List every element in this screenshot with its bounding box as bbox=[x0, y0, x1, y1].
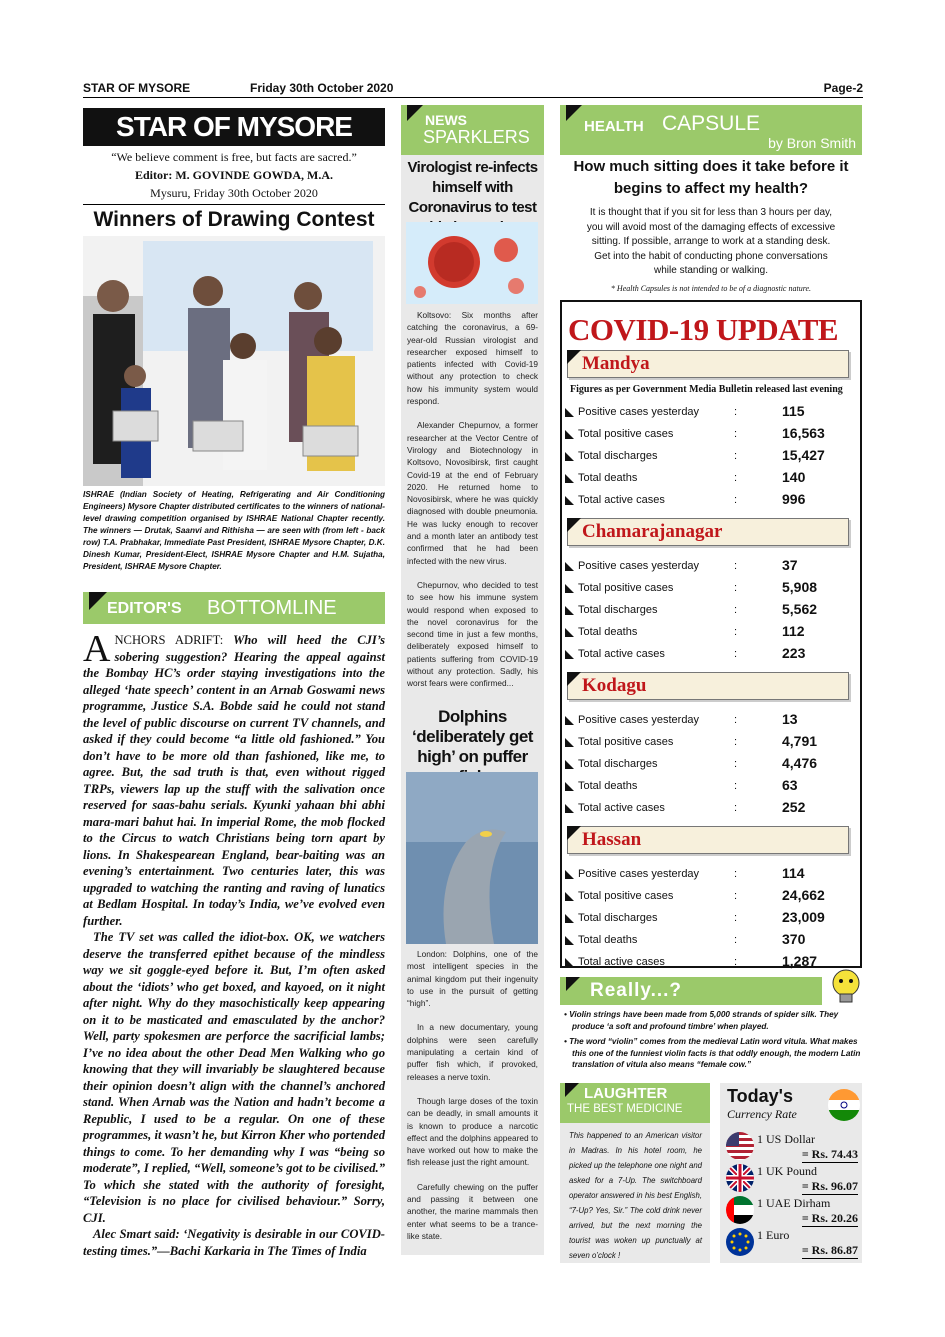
drawing-contest-image bbox=[83, 236, 385, 486]
district-corner bbox=[567, 826, 581, 840]
covid-stat-row bbox=[562, 754, 852, 776]
stat-label: Total active cases bbox=[578, 648, 665, 660]
editors-dropcap: A bbox=[83, 628, 111, 670]
stat-label: Total discharges bbox=[578, 450, 658, 462]
laughter-banner bbox=[560, 1083, 710, 1123]
bullet-triangle-icon bbox=[565, 892, 574, 901]
really-label: Really...? bbox=[590, 980, 683, 1001]
district-name: Chamarajanagar bbox=[582, 521, 723, 542]
stat-value: 63 bbox=[782, 777, 798, 793]
banner-corner bbox=[566, 977, 580, 991]
stat-value: 112 bbox=[782, 623, 805, 639]
currency-rate-row bbox=[722, 1194, 862, 1226]
story2-p3: Though large doses of the toxin can be deadly, in small amounts it is known to produce a narcotic effect and the dolphins appeared to have worked out how to make the fish release just the right amount. bbox=[407, 1095, 538, 1168]
banner-corner bbox=[565, 1083, 579, 1097]
story2-body bbox=[407, 948, 538, 1242]
virus-photo bbox=[406, 222, 538, 304]
story1-p2: Alexander Chepurnov, a former researcher at the Vector Centre of Virology and Biotechnology in Koltsovo, Novosibirsk, first caught Covid-19 at the end of February 2020. He returned home to Novosibirsk, where he was quickly diagnosed with double pneumonia. He was lucky enough to recover and a month later an antibody test confirmed that he had been infected with the new virus. bbox=[407, 420, 538, 566]
bullet-triangle-icon bbox=[565, 474, 574, 483]
currency-value: = Rs. 20.26 bbox=[801, 1211, 858, 1225]
editors-label-bold: EDITOR'S bbox=[107, 600, 182, 617]
really-fact1-row: • Violin strings have been made from 5,000 strands of spider silk. They produce ‘a soft and profound timbre’ when played. bbox=[564, 1010, 839, 1031]
dolphin-photo bbox=[406, 772, 538, 944]
stat-colon: : bbox=[734, 582, 738, 594]
stat-value: 24,662 bbox=[782, 887, 825, 903]
really-banner bbox=[560, 977, 822, 1005]
stat-colon: : bbox=[734, 802, 738, 814]
covid-stat-row bbox=[562, 908, 852, 930]
stat-value: 16,563 bbox=[782, 425, 825, 441]
district-corner bbox=[567, 672, 581, 686]
currency-name: 1 Euro bbox=[757, 1228, 790, 1242]
masthead-motto: “We believe comment is free, but facts are sacred.” bbox=[111, 150, 357, 164]
health-answer: It is thought that if you sit for less than 3 hours per day, you will avoid most of the damaging effects of excessive sitting. If possible, arrange to work at a standing desk. Get into the habit of conducting phone conversations while standing or walking. bbox=[586, 207, 836, 276]
district-name: Mandya bbox=[582, 353, 650, 374]
stat-label: Total active cases bbox=[578, 956, 665, 968]
covid-stat-row bbox=[562, 622, 852, 644]
story2-headline: Dolphins ‘deliberately get high’ on puffer bbox=[412, 707, 533, 766]
bullet-triangle-icon bbox=[565, 738, 574, 747]
masthead-dateline: Mysuru, Friday 30th October 2020 bbox=[150, 186, 318, 200]
drawing-contest-photo bbox=[83, 236, 385, 486]
news-label-top: NEWS bbox=[425, 112, 467, 128]
laughter-label-top: LAUGHTER bbox=[584, 1085, 668, 1102]
editors-lead: NCHORS ADRIFT: bbox=[114, 633, 224, 647]
stat-colon: : bbox=[734, 560, 738, 572]
district-corner bbox=[567, 518, 581, 532]
stat-label: Total deaths bbox=[578, 934, 638, 946]
currency-value: = Rs. 96.07 bbox=[801, 1179, 858, 1193]
banner-corner bbox=[407, 105, 423, 121]
stat-value: 370 bbox=[782, 931, 806, 947]
stat-label: Total discharges bbox=[578, 758, 658, 770]
covid-stat-row bbox=[562, 446, 852, 468]
really-fact1: Violin strings have been made from 5,000 strands of spider silk. They produce ‘a soft and profound timbre’ when played. bbox=[569, 1010, 839, 1031]
bullet-triangle-icon bbox=[565, 562, 574, 571]
health-label-light: CAPSULE bbox=[662, 112, 761, 135]
stat-value: 115 bbox=[782, 403, 805, 419]
stat-label: Total deaths bbox=[578, 626, 638, 638]
covid-note: Figures as per Government Media Bulletin released last evening bbox=[570, 384, 843, 395]
covid-stat-row bbox=[562, 490, 852, 512]
currency-subtitle: Currency Rate bbox=[727, 1107, 797, 1121]
stat-value: 114 bbox=[782, 865, 805, 881]
covid-stat-row bbox=[562, 402, 852, 424]
covid-stat-row bbox=[562, 468, 852, 490]
editors-bottomline-body bbox=[83, 628, 385, 1259]
stat-colon: : bbox=[734, 934, 738, 946]
bullet-triangle-icon bbox=[565, 628, 574, 637]
stat-value: 13 bbox=[782, 711, 798, 727]
coronavirus-image bbox=[406, 222, 538, 304]
uae-flag-icon bbox=[726, 1196, 754, 1224]
stat-label: Total active cases bbox=[578, 494, 665, 506]
story1-p3: Chepurnov, who decided to test to see how his immune system would respond when exposed to the novel coronavirus for the second time in just a few months, deliberately exposed himself to patients suffering from COVID-19 without any protection. Sadly, his worst fears were confirmed... bbox=[407, 579, 538, 689]
stat-label: Total discharges bbox=[578, 912, 658, 924]
drawing-contest-caption: ISHRAE (Indian Society of Heating, Refrigerating and Air Conditioning Engineers) Mysore Chapter distributed certificates to the winners of national-level drawing competition organised by ISHRAE National Chapter recently. The winners — Drutak, Saanvi and Rithisha — are seen with (from left - back row) T.A. Prabhakar, Immediate Past President, ISHRAE Mysore Chapter, D.K. Dinesh Kumar, President-Elect, ISHRAE Mysore Chapter and H.M. Sujatha, President, ISHRAE Mysore Chapter. bbox=[83, 490, 385, 571]
us-flag-icon bbox=[726, 1132, 754, 1160]
stat-label: Total positive cases bbox=[578, 428, 674, 440]
really-fact2-row: • The word “violin” comes from the medieval Latin word vitula. What makes this one of the funniest violin facts is that oddly enough, the modern Latin translation of vitula also means “female cow.” bbox=[564, 1037, 861, 1069]
covid-stat-row bbox=[562, 710, 852, 732]
page-header bbox=[83, 78, 863, 98]
drawing-contest-headline: Winners of Drawing Contest bbox=[93, 208, 375, 231]
stat-label: Positive cases yesterday bbox=[578, 406, 700, 418]
covid-stat-row bbox=[562, 644, 852, 666]
bullet-triangle-icon bbox=[565, 958, 574, 967]
editors-bottomline-banner bbox=[83, 592, 385, 624]
header-paper-name: STAR OF MYSORE bbox=[83, 81, 191, 95]
masthead-title: STAR OF MYSORE bbox=[83, 108, 385, 146]
banner-corner bbox=[89, 592, 107, 610]
district-header-kodagu bbox=[567, 672, 849, 700]
bullet-triangle-icon bbox=[565, 870, 574, 879]
eu-flag-icon bbox=[726, 1228, 754, 1256]
really-fact2: The word “violin” comes from the medieval Latin word vitula. What makes this one of the funniest violin facts is that oddly enough, the modern Latin translation of vitula also means “female cow.” bbox=[569, 1037, 861, 1069]
covid-stat-row bbox=[562, 600, 852, 622]
stat-value: 223 bbox=[782, 645, 806, 661]
currency-rates bbox=[722, 1130, 862, 1260]
laughter-joke: This happened to an American visitor in Madras. In his hotel room, he picked up the telephone one night and asked for a 7-Up. The switchboard operator answered in his best English, “7-Up? Yes, Sir.” The cold drink never arrived, but the next morning the tourist was woken up punctually at seven o’clock ! bbox=[569, 1131, 702, 1260]
stat-colon: : bbox=[734, 868, 738, 880]
bullet-triangle-icon bbox=[565, 782, 574, 791]
health-capsule-banner bbox=[560, 105, 862, 155]
editors-para1: Who will heed the CJI’s sobering suggestion? Hearing the appeal against the Bombay HC’s order staying investigations into the alleged ‘hate speech’ content in an Arnab Goswami news programme, Justice S.A. Bobde said he could not stand the level of public discourse on current TV channels, and asked if they could become “a little old fashioned.” You don’t have to be more old than fashioned, like me, to agree. But, the sad truth is that, even without rigged TRPs, viewers lap up the stuff with the salivation once reserved for saas-bahu serials. Kyunki yahaan bhi abhi mara-mari bahut hai. In imperial Rome, the mob flocked to the Circus to watch Christians being torn apart by lions. In Shakespearean England, bear-baiting was an evening’s entertainment. Two centuries later, this was upgraded to watching the ranting and raving of lunatics at Bedlam Hospital. In today’s India, we’ve evolved even further. bbox=[83, 633, 385, 928]
really-facts bbox=[562, 1009, 862, 1071]
story1-p1: Koltsovo: Six months after catching the coronavirus, a 69-year-old Russian virologist and researcher exposed himself to patients infected with Covid-19 without any protection to check how his immunity system would respond. bbox=[407, 310, 538, 407]
bullet-triangle-icon bbox=[565, 496, 574, 505]
lightbulb-icon bbox=[826, 966, 866, 1006]
bullet-triangle-icon bbox=[565, 760, 574, 769]
masthead-editor: Editor: M. GOVINDE GOWDA, M.A. bbox=[135, 168, 333, 182]
stat-colon: : bbox=[734, 912, 738, 924]
stat-colon: : bbox=[734, 626, 738, 638]
currency-rate-row bbox=[722, 1226, 862, 1258]
story2-p4: Carefully chewing on the puffer and passing it between one another, the marine mammals then enter what seems to be a trance-like state. bbox=[407, 1181, 538, 1241]
covid-stat-row bbox=[562, 732, 852, 754]
covid-stat-row bbox=[562, 776, 852, 798]
stat-label: Total discharges bbox=[578, 604, 658, 616]
health-label-bold: HEALTH bbox=[584, 118, 644, 135]
bullet-triangle-icon bbox=[565, 430, 574, 439]
news-sparklers-banner bbox=[401, 105, 544, 155]
covid-stat-row bbox=[562, 556, 852, 578]
health-byline: by Bron Smith bbox=[768, 135, 856, 151]
stat-value: 4,791 bbox=[782, 733, 818, 749]
header-page-number: Page-2 bbox=[823, 81, 863, 95]
stat-label: Total positive cases bbox=[578, 890, 674, 902]
district-corner bbox=[567, 350, 581, 364]
covid-stat-row bbox=[562, 952, 852, 974]
bullet-triangle-icon bbox=[565, 452, 574, 461]
district-name: Hassan bbox=[582, 829, 642, 850]
covid-title: COVID-19 UPDATE bbox=[568, 312, 839, 347]
india-flag-icon bbox=[828, 1089, 860, 1121]
covid-stat-row bbox=[562, 798, 852, 820]
currency-rate-row bbox=[722, 1130, 862, 1162]
stat-value: 37 bbox=[782, 557, 798, 573]
stat-label: Total deaths bbox=[578, 780, 638, 792]
stat-value: 5,908 bbox=[782, 579, 818, 595]
stat-value: 23,009 bbox=[782, 909, 825, 925]
bullet-triangle-icon bbox=[565, 584, 574, 593]
stat-colon: : bbox=[734, 450, 738, 462]
stat-value: 4,476 bbox=[782, 755, 818, 771]
story1-headline: Virologist re-infects himself with Coronavirus to test bbox=[407, 159, 538, 216]
stat-colon: : bbox=[734, 714, 738, 726]
story2-p1: London: Dolphins, one of the most intelligent species in the animal kingdom put their ingenuity to use in the pursuit of getting “high”. bbox=[407, 949, 538, 1009]
editors-para3: Alec Smart said: ‘Negativity is desirable in our COVID-testing times.”—Bachi Karkaria in The Times of India bbox=[83, 1227, 385, 1258]
health-disclaimer: * Health Capsules is not intended to be of a diagnostic nature. bbox=[610, 284, 812, 293]
stat-label: Total positive cases bbox=[578, 582, 674, 594]
stat-colon: : bbox=[734, 604, 738, 616]
covid-stat-row bbox=[562, 930, 852, 952]
currency-name: 1 UK Pound bbox=[757, 1164, 818, 1178]
stat-value: 996 bbox=[782, 491, 806, 507]
stat-value: 252 bbox=[782, 799, 806, 815]
covid-stat-row bbox=[562, 578, 852, 600]
bullet-triangle-icon bbox=[565, 716, 574, 725]
currency-name: 1 UAE Dirham bbox=[757, 1196, 831, 1210]
district-header-hassan bbox=[567, 826, 849, 854]
stat-value: 1,287 bbox=[782, 953, 818, 969]
stat-label: Total positive cases bbox=[578, 736, 674, 748]
bullet-triangle-icon bbox=[565, 650, 574, 659]
bullet-triangle-icon bbox=[565, 408, 574, 417]
bullet-triangle-icon bbox=[565, 606, 574, 615]
covid-stat-row bbox=[562, 864, 852, 886]
stat-label: Positive cases yesterday bbox=[578, 868, 700, 880]
covid-stat-row bbox=[562, 886, 852, 908]
stat-label: Positive cases yesterday bbox=[578, 560, 700, 572]
stat-value: 5,562 bbox=[782, 601, 818, 617]
currency-rate-row bbox=[722, 1162, 862, 1194]
currency-value: = Rs. 74.43 bbox=[801, 1147, 858, 1161]
uk-flag-icon bbox=[726, 1164, 754, 1192]
stat-label: Total deaths bbox=[578, 472, 638, 484]
dolphin-image bbox=[406, 772, 538, 944]
stat-colon: : bbox=[734, 648, 738, 660]
district-name: Kodagu bbox=[582, 675, 647, 696]
currency-title: Today's bbox=[727, 1086, 793, 1106]
editors-label-light: BOTTOMLINE bbox=[207, 597, 337, 619]
stat-colon: : bbox=[734, 956, 738, 968]
covid-stat-row bbox=[562, 424, 852, 446]
news-label-bottom: SPARKLERS bbox=[423, 127, 530, 147]
stat-colon: : bbox=[734, 494, 738, 506]
story2-p2: In a new documentary, young dolphins were seen carefully manipulating a certain kind of puffer fish which, if provoked, releases a nerve toxin. bbox=[407, 1022, 538, 1082]
header-date: Friday 30th October 2020 bbox=[250, 81, 394, 95]
stat-colon: : bbox=[734, 780, 738, 792]
stat-colon: : bbox=[734, 736, 738, 748]
stat-colon: : bbox=[734, 758, 738, 770]
masthead-divider bbox=[83, 204, 385, 205]
stat-colon: : bbox=[734, 890, 738, 902]
stat-value: 140 bbox=[782, 469, 806, 485]
bullet-triangle-icon bbox=[565, 804, 574, 813]
stat-label: Positive cases yesterday bbox=[578, 714, 700, 726]
editors-para2: The TV set was called the idiot-box. OK, we watchers deserve the transferred epithet because of the mindless way we sit goggle-eyed before it. But, I’m often asked about the ‘idiots’ who get boxed, and kayoed, on it night after night. Why do they masochistically keep appearing on it to be masticated and emasculated by the anchor? Well, party spokesmen are perforce the sacrificial lambs; I’ve no idea about the other Dead Men Walking who go knowing that they will invariably be slaughtered because their opinion doesn’t align with the channel’s anchored stand. When Arnab was the Nation and hadn’t become a Republic, I used to be a regular. On one of these programmes, it wasn’t he, but Kirron Kher who portended things to come. To her demanding why I was “being so moderate”, I replied, “Well, someone’s got to be civilised.” To which she stated with the authority of foresight, “Television is no place for civilised behaviour.” Sorry, CJI. bbox=[83, 930, 385, 1225]
covid-update-box bbox=[560, 300, 862, 968]
stat-colon: : bbox=[734, 406, 738, 418]
banner-corner bbox=[566, 105, 582, 121]
currency-value: = Rs. 86.87 bbox=[801, 1243, 858, 1257]
district-header-chamarajanagar bbox=[567, 518, 849, 546]
district-header-mandya bbox=[567, 350, 849, 378]
currency-name: 1 US Dollar bbox=[757, 1132, 815, 1146]
bullet-triangle-icon bbox=[565, 936, 574, 945]
laughter-label-bottom: THE BEST MEDICINE bbox=[567, 1103, 683, 1115]
stat-colon: : bbox=[734, 428, 738, 440]
story1-body bbox=[407, 309, 538, 690]
health-question: How much sitting does it take before it begins to affect my health? bbox=[573, 158, 849, 197]
stat-colon: : bbox=[734, 472, 738, 484]
stat-value: 15,427 bbox=[782, 447, 825, 463]
bullet-triangle-icon bbox=[565, 914, 574, 923]
stat-label: Total active cases bbox=[578, 802, 665, 814]
